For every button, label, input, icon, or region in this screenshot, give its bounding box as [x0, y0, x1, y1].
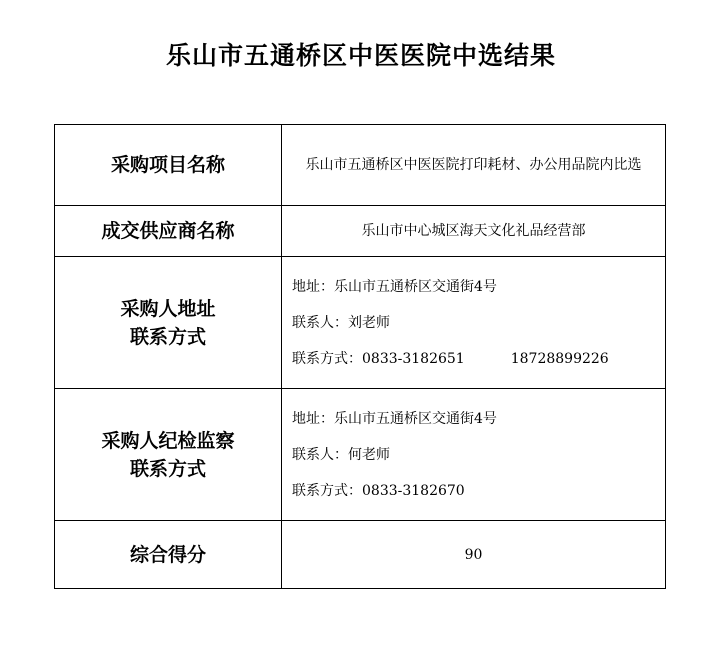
inspection-contact-label	[55, 389, 282, 521]
purchaser-contact-person: 联系人：刘老师	[292, 314, 390, 331]
row-supplier	[55, 206, 666, 257]
purchaser-phone: 联系方式：0833-3182651	[292, 350, 465, 367]
purchaser-contact-block	[282, 276, 665, 370]
purchaser-contact-label	[55, 257, 282, 389]
project-name-label: 采购项目名称	[55, 125, 282, 206]
inspection-contact-label-line2: 联系方式	[129, 457, 206, 480]
supplier-name-label: 成交供应商名称	[55, 206, 282, 257]
row-score	[55, 521, 666, 589]
row-project	[55, 125, 666, 206]
purchaser-contact-label-line2: 联系方式	[129, 325, 206, 348]
score-label: 综合得分	[55, 521, 282, 589]
project-name-value: 乐山市五通桥区中医医院打印耗材、办公用品院内比选	[305, 157, 642, 173]
result-table	[54, 124, 666, 589]
purchaser-phone-line	[292, 348, 665, 370]
page-title: 乐山市五通桥区中医医院中选结果	[165, 41, 556, 70]
inspection-contact-person: 联系人：何老师	[292, 446, 390, 463]
inspection-contact-block	[282, 408, 665, 502]
inspection-phone: 联系方式：0833-3182670	[292, 482, 465, 499]
purchaser-address: 地址：乐山市五通桥区交通街4号	[292, 278, 497, 295]
inspection-address: 地址：乐山市五通桥区交通街4号	[292, 410, 497, 427]
score-value: 90	[464, 546, 483, 563]
purchaser-contact-label-line1: 采购人地址	[120, 297, 216, 320]
inspection-contact-label-line1: 采购人纪检监察	[101, 429, 235, 452]
purchaser-mobile: 18728899226	[510, 350, 609, 367]
supplier-name-value: 乐山市中心城区海天文化礼品经营部	[361, 223, 586, 239]
row-inspection-contact	[55, 389, 666, 521]
row-purchaser-contact	[55, 257, 666, 389]
